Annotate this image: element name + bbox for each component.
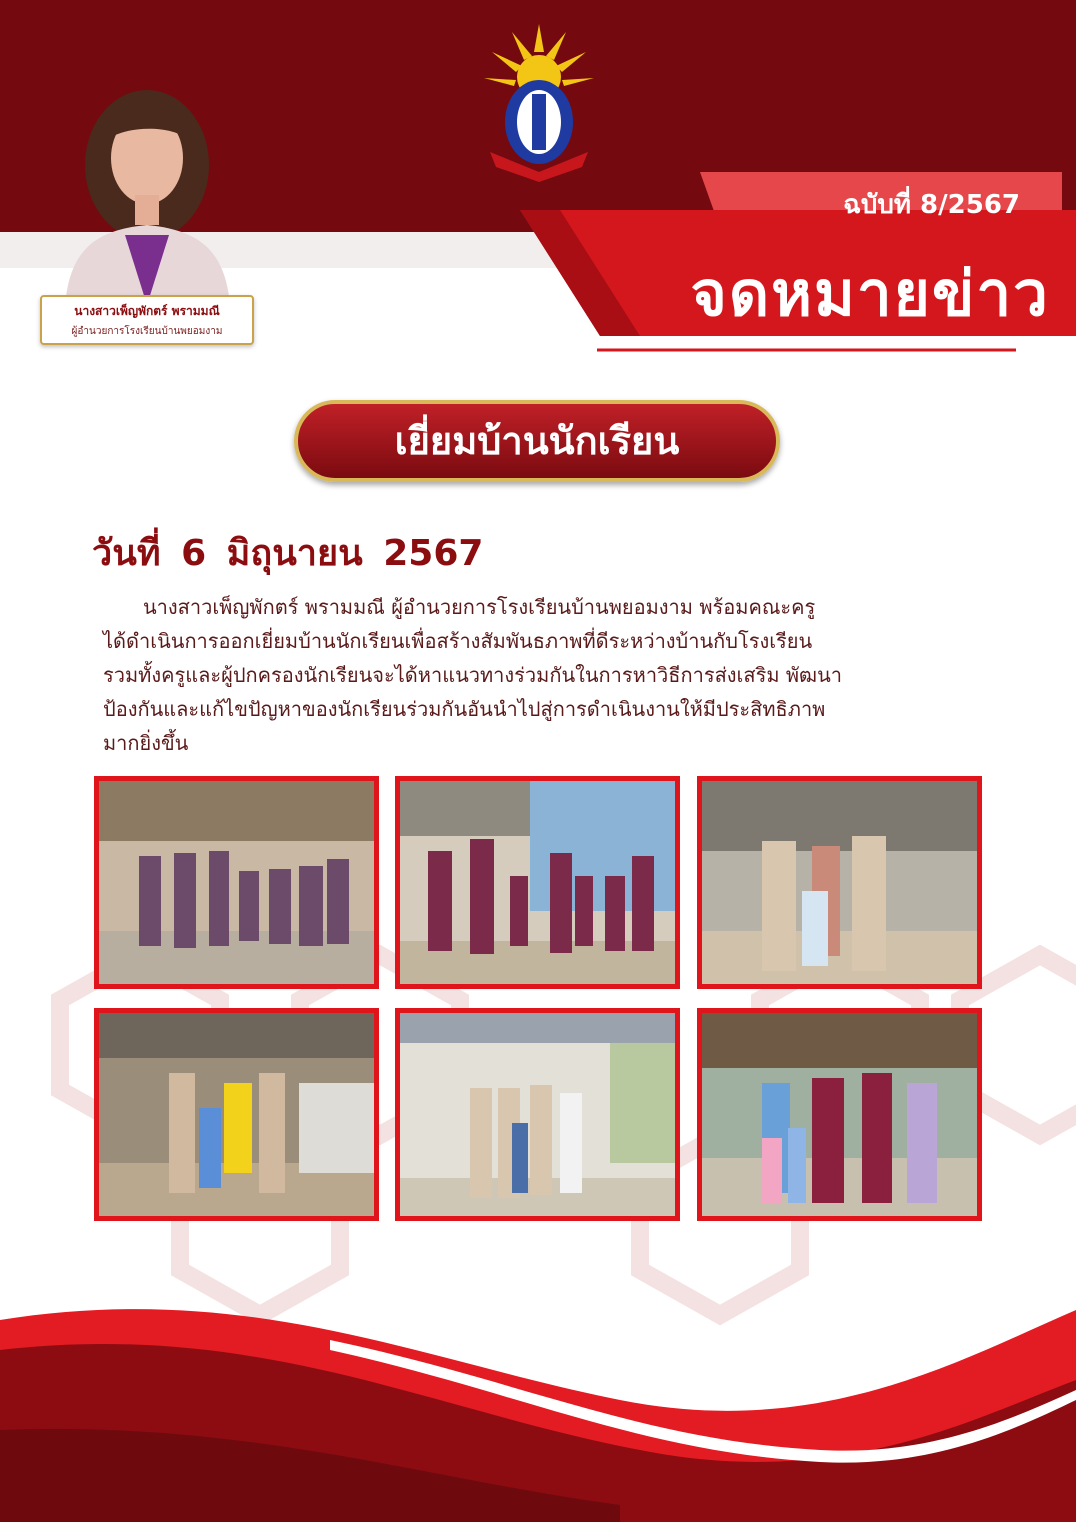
photo-home-visit-2 bbox=[395, 776, 680, 989]
newsletter-title: จดหมายข่าว bbox=[690, 257, 1050, 330]
issue-number: ฉบับที่ 8/2567 bbox=[843, 190, 1020, 220]
photo-home-visit-6 bbox=[697, 1008, 982, 1221]
body-line: มากยิ่งขึ้น bbox=[103, 731, 189, 755]
topic-banner bbox=[294, 400, 780, 482]
body-line: ได้ดำเนินการออกเยี่ยมบ้านนักเรียนเพื่อสร้างสัมพันธภาพที่ดีระหว่างบ้านกับโรงเรียน bbox=[103, 629, 813, 653]
photo-home-visit-5 bbox=[395, 1008, 680, 1221]
article-body bbox=[103, 590, 963, 760]
topic-title: เยี่ยมบ้านนักเรียน bbox=[394, 419, 680, 463]
photo-home-visit-1 bbox=[94, 776, 379, 989]
event-date: วันที่ 6 มิถุนายน 2567 bbox=[92, 533, 484, 574]
school-emblem bbox=[482, 22, 597, 182]
director-name: นางสาวเพ็ญพักตร์ พรามมณี bbox=[74, 304, 220, 318]
director-name-card bbox=[40, 295, 254, 345]
director-role: ผู้อำนวยการโรงเรียนบ้านพยอมงาม bbox=[71, 326, 223, 337]
body-line: นางสาวเพ็ญพักตร์ พรามมณี ผู้อำนวยการโรงเรียนบ้านพยอมงาม พร้อมคณะครู bbox=[143, 595, 816, 619]
photo-home-visit-3 bbox=[697, 776, 982, 989]
body-line: ป้องกันและแก้ไขปัญหาของนักเรียนร่วมกันอันนำไปสู่การดำเนินงานให้มีประสิทธิภาพ bbox=[103, 697, 826, 721]
body-line: รวมทั้งครูและผู้ปกครองนักเรียนจะได้หาแนวทางร่วมกันในการหาวิธีการส่งเสริม พัฒนา bbox=[103, 663, 843, 687]
director-portrait bbox=[55, 70, 240, 305]
photo-home-visit-4 bbox=[94, 1008, 379, 1221]
